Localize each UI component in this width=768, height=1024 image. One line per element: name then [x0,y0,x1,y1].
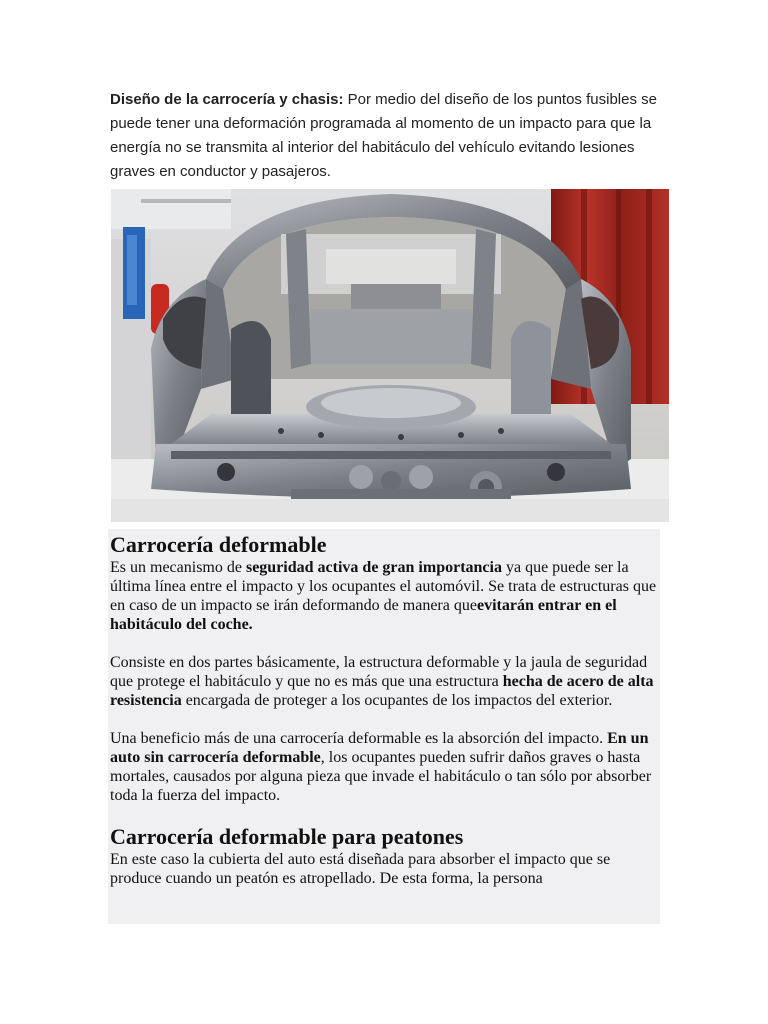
heading-carroceria-deformable: Carrocería deformable [110,532,327,557]
car-body-shell-photo [111,189,669,522]
paragraph-beneficio: Una beneficio más de una carrocería deformable es la absorción del impacto. En un auto sin carrocería deformable, los ocupantes pueden sufrir daños graves o hasta mortales, causados por alguna pieza que invade el habitáculo o tan sólo por absorber toda la fuerza del impacto. [110,730,652,804]
paragraph-consiste: Consiste en dos partes básicamente, la estructura deformable y la jaula de seguridad que protege el habitáculo y que no es más que una estructura hecha de acero de alta resistencia encargada de proteger a los ocupantes de los impactos del exterior. [110,654,654,709]
intro-paragraph [110,88,670,184]
article-section [108,529,660,924]
bold-acero-alta-resistencia: hecha de acero de alta resistencia [110,673,654,709]
car-body-shell-illustration [111,189,669,522]
paragraph-mecanismo: Es un mecanismo de seguridad activa de gran importancia ya que puede ser la última línea entre el impacto y los ocupantes el automóvil. Se trata de estructuras que en caso de un impacto se irán deformando de manera queevitarán entrar en el habitáculo del coche. [110,559,657,633]
intro-text: Por medio del diseño de los puntos fusibles se puede tener una deformación programada al momento de un impacto para que la energía no se transmita al interior del habitáculo del vehículo evitando lesiones graves en conductor y pasajeros. [110,91,657,180]
paragraph-peatones: En este caso la cubierta del auto está diseñada para absorber el impacto que se produce cuando un peatón es atropellado. De esta forma, la persona [110,851,611,887]
bold-auto-sin-carroceria: En un auto sin carrocería deformable [110,730,649,766]
intro-bold-lead: Diseño de la carrocería y chasis: [110,91,344,108]
bold-evitaran-entrar: evitarán entrar en el habitáculo del coche. [110,597,617,633]
bold-seguridad-activa: seguridad activa de gran importancia [245,559,502,576]
heading-peatones: Carrocería deformable para peatones [110,824,464,849]
